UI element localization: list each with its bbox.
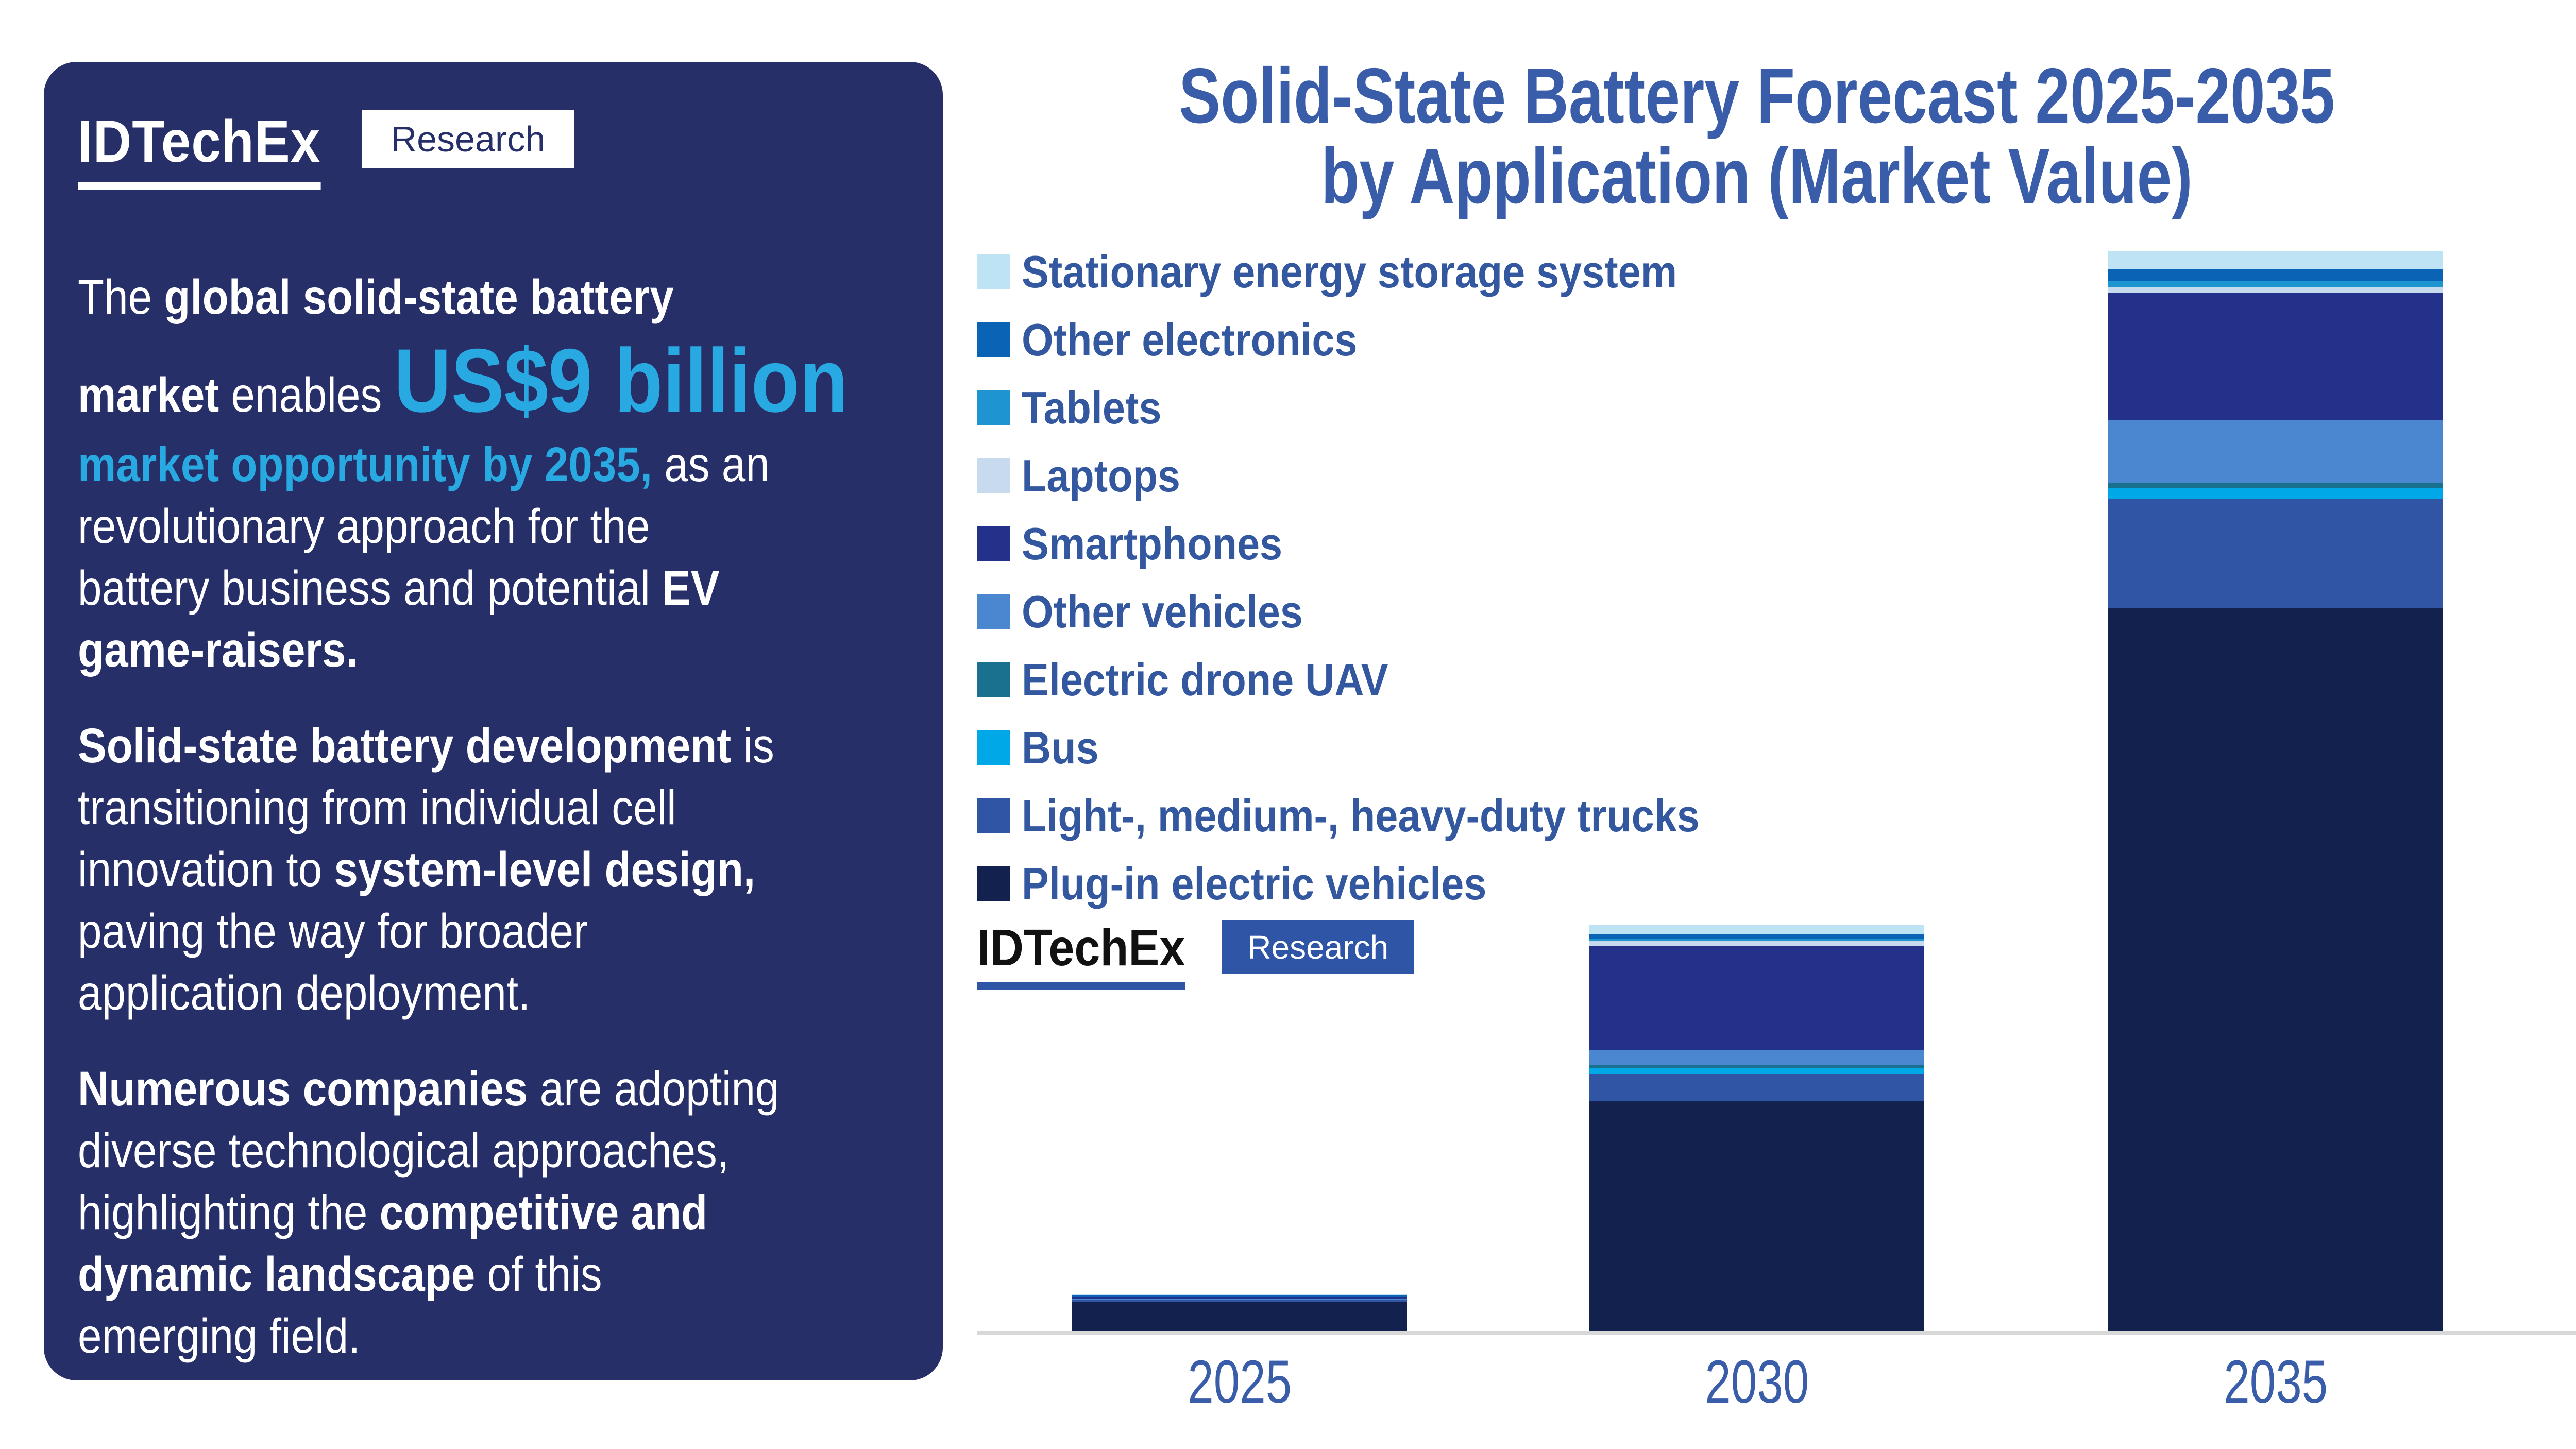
text-segment: game-raisers. [78, 623, 358, 677]
legend-swatch-icon [977, 526, 1010, 561]
research-badge: Research [1222, 920, 1414, 974]
card-paragraphs [78, 266, 886, 1367]
text-segment: diverse technological approaches, [78, 1123, 730, 1178]
text-segment: is [731, 719, 774, 773]
legend-item [977, 442, 1775, 510]
card-text-line [78, 1243, 789, 1305]
text-segment: EV [662, 561, 720, 616]
card-text-line [78, 619, 789, 681]
text-segment: application deployment. [78, 966, 531, 1020]
text-segment: paving the way for broader [78, 904, 588, 959]
card-text-line [78, 1182, 789, 1243]
legend-label: Laptops [1022, 450, 1180, 501]
text-segment: as an [652, 437, 770, 492]
card-text-line [78, 266, 789, 328]
bar-segment [1072, 1302, 1407, 1331]
legend-swatch-icon [977, 798, 1010, 833]
text-segment: competitive and [379, 1185, 708, 1240]
text-segment: emerging field. [78, 1309, 361, 1363]
card-text-line [78, 900, 789, 962]
idtechex-wordmark: IDTechEx [78, 109, 320, 190]
legend-item [977, 510, 1775, 578]
bar-segment [2108, 281, 2443, 287]
card-paragraph-2 [78, 715, 886, 1024]
text-segment: Numerous companies [78, 1062, 528, 1116]
text-segment: global solid-state battery [164, 270, 674, 325]
x-axis-tick-label [2108, 1347, 2443, 1417]
chart-idtechex-logo [977, 920, 1414, 990]
card-paragraph-3 [78, 1058, 886, 1367]
idtechex-wordmark: IDTechEx [977, 920, 1185, 990]
legend-swatch-icon [977, 662, 1010, 697]
legend-label: Plug-in electric vehicles [1022, 858, 1487, 909]
card-text-line [78, 434, 789, 496]
bar-segment [2108, 483, 2443, 489]
legend-label: Other vehicles [1022, 586, 1303, 637]
text-segment: The [78, 270, 164, 325]
text-segment: highlighting the [78, 1185, 380, 1240]
legend-label: Light-, medium-, heavy-duty trucks [1022, 790, 1700, 841]
text-segment: system-level design, [334, 842, 756, 897]
x-axis-line [977, 1331, 2576, 1335]
card-text-line [78, 962, 789, 1024]
text-segment: revolutionary approach for the [78, 499, 650, 554]
x-axis-tick-label [1589, 1347, 1924, 1417]
legend-label: Smartphones [1022, 518, 1283, 569]
legend-swatch-icon [977, 322, 1010, 357]
bar-segment [1589, 925, 1924, 934]
legend-label: Electric drone UAV [1022, 654, 1388, 705]
legend-label: Stationary energy storage system [1022, 246, 1677, 297]
legend-swatch-icon [977, 866, 1010, 901]
legend-item [977, 714, 1775, 782]
bar-segment [2108, 251, 2443, 269]
legend-item [977, 578, 1775, 646]
bar-segment [2108, 287, 2443, 293]
bar-segment [1589, 1101, 1924, 1331]
text-segment: innovation to [78, 842, 334, 897]
legend-item [977, 646, 1775, 714]
bar-segment [1589, 946, 1924, 1051]
legend-label: Tablets [1022, 382, 1162, 433]
legend-item [977, 782, 1775, 850]
stacked-bar-2030 [1589, 925, 1924, 1331]
legend-item [977, 374, 1775, 442]
card-text-line [78, 1305, 789, 1367]
text-segment: battery business and potential [78, 561, 662, 616]
bar-segment [2108, 499, 2443, 608]
bar-segment [1589, 934, 1924, 939]
bar-segment [2108, 420, 2443, 482]
card-text-line [78, 496, 789, 557]
card-idtechex-logo [78, 109, 886, 220]
chart-title-line-2: by Application (Market Value) [1321, 132, 2193, 220]
bar-segment [1589, 1050, 1924, 1065]
bar-segment [2108, 608, 2443, 1331]
legend-swatch-icon [977, 390, 1010, 425]
stacked-bar-2035 [2108, 251, 2443, 1331]
legend-swatch-icon [977, 254, 1010, 289]
text-segment: of this [475, 1247, 602, 1302]
x-axis-tick-label [1072, 1347, 1407, 1417]
card-text-line [78, 1058, 789, 1120]
bar-segment [1589, 1074, 1924, 1102]
x-axis-tick-label-text: 2025 [1187, 1348, 1292, 1416]
card-text-line [78, 328, 848, 434]
x-axis-tick-label-text: 2030 [1704, 1348, 1809, 1416]
bar-segment [2108, 293, 2443, 420]
card-text-line [78, 777, 789, 839]
summary-card [44, 62, 943, 1380]
legend-label: Other electronics [1022, 314, 1358, 365]
legend-swatch-icon [977, 458, 1010, 493]
legend-swatch-icon [977, 730, 1010, 765]
legend-swatch-icon [977, 594, 1010, 629]
bar-segment [1589, 941, 1924, 946]
stacked-bar-2025 [1072, 1294, 1407, 1331]
text-segment: dynamic landscape [78, 1247, 476, 1302]
text-segment: market [78, 368, 219, 422]
card-text-line [78, 839, 789, 900]
card-text-line [78, 557, 789, 619]
card-text-line [78, 715, 789, 777]
legend-item [977, 306, 1775, 374]
chart-legend [977, 238, 1775, 918]
card-text-line [78, 1120, 789, 1182]
legend-label: Bus [1022, 722, 1099, 773]
text-segment: transitioning from individual cell [78, 780, 676, 835]
bar-segment [1589, 1068, 1924, 1074]
text-segment: enables [219, 368, 394, 422]
legend-item [977, 850, 1775, 918]
bar-segment [2108, 488, 2443, 499]
text-segment: market opportunity by 2035, [78, 437, 652, 492]
chart-title-line-1: Solid-State Battery Forecast 2025-2035 [1179, 52, 2335, 140]
research-badge: Research [362, 110, 574, 168]
chart-title [958, 52, 2555, 220]
text-segment: Solid-state battery development [78, 719, 732, 773]
text-segment: are adopting [528, 1062, 779, 1116]
legend-item [977, 238, 1775, 306]
bar-segment [2108, 269, 2443, 281]
headline-figure: US$9 billion [394, 331, 848, 431]
card-paragraph-1 [78, 266, 886, 681]
x-axis-tick-label-text: 2035 [2223, 1348, 2328, 1416]
